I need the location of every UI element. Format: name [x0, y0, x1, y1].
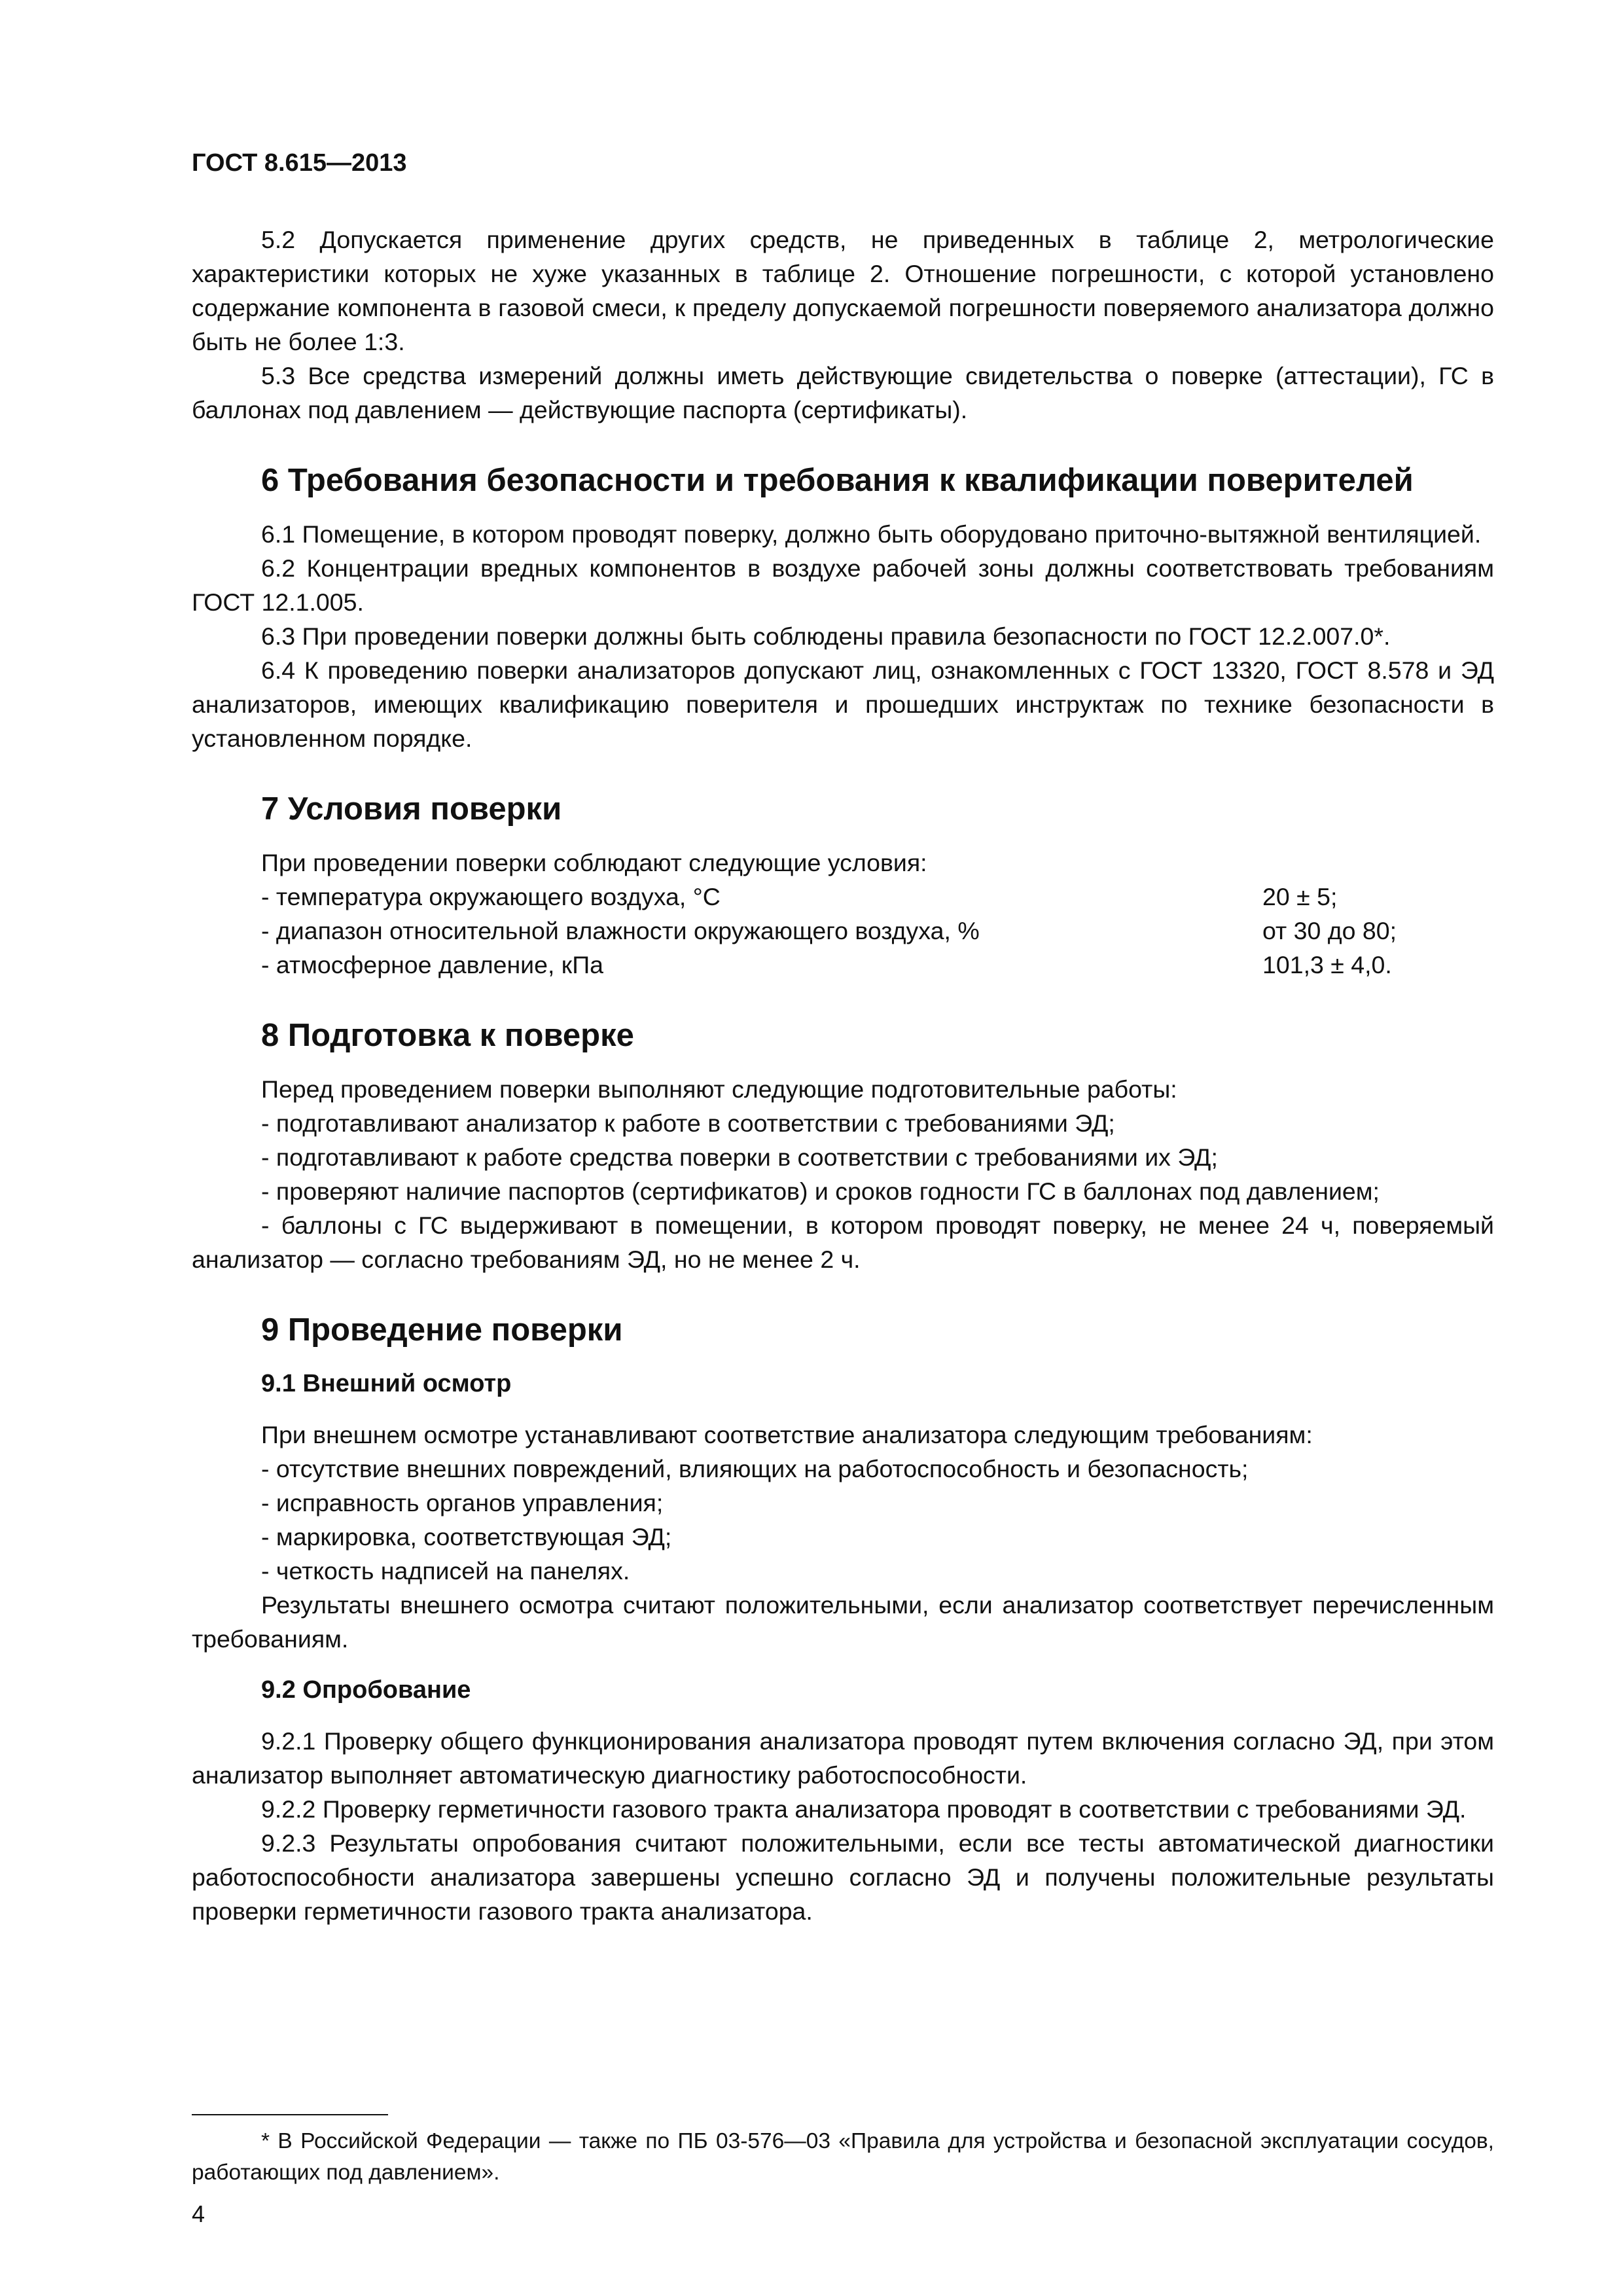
condition-row — [192, 880, 1494, 914]
footnote-divider — [192, 2114, 388, 2115]
paragraph-5-3: 5.3 Все средства измерений должны иметь действующие свидетельства о поверке (аттестации), ГС в баллонах под давлением — действующие паспорта (сертификаты). — [192, 362, 1494, 423]
footnote: * В Российской Федерации — также по ПБ 03-576—03 «Правила для устройства и безопасной эксплуатации сосудов, работающих под давлением». — [192, 2129, 1494, 2185]
section-7-heading: 7 Условия поверки — [261, 791, 562, 827]
condition-value: от 30 до 80; — [1262, 917, 1397, 944]
subsection-9-1-heading: 9.1 Внешний осмотр — [261, 1370, 512, 1397]
page-number: 4 — [192, 2200, 205, 2227]
paragraph-9-2-1: 9.2.1 Проверку общего функционирования анализатора проводят путем включения согласно ЭД, при этом анализатор выполняет автоматическую диагностику работоспособности. — [192, 1727, 1494, 1789]
condition-label: - диапазон относительной влажности окружающего воздуха, % — [261, 917, 980, 944]
inspection-result: Результаты внешнего осмотра считают положительными, если анализатор соответствует перечисленным требованиям. — [192, 1591, 1494, 1653]
section-9-heading: 9 Проведение поверки — [261, 1312, 623, 1348]
list-item: - отсутствие внешних повреждений, влияющих на работоспособность и безопасность; — [261, 1455, 1249, 1482]
paragraph-9-2-3: 9.2.3 Результаты опробования считают положительными, если все тесты автоматической диагностики работоспособности анализатора завершены успешно согласно ЭД и получены положительные результаты проверки герметичности газового тракта анализатора. — [192, 1829, 1494, 1925]
list-item: - четкость надписей на панелях. — [261, 1557, 630, 1585]
section-8-heading: 8 Подготовка к поверке — [261, 1018, 634, 1053]
list-item: - подготавливают анализатор к работе в соответствии с требованиями ЭД; — [261, 1109, 1115, 1137]
list-item: - проверяют наличие паспортов (сертификатов) и сроков годности ГС в баллонах под давлением; — [261, 1177, 1380, 1205]
list-item: - исправность органов управления; — [261, 1489, 664, 1516]
document-body — [192, 223, 1494, 1928]
section-6-heading: 6 Требования безопасности и требования к квалификации поверителей — [261, 463, 1414, 498]
document-header: ГОСТ 8.615—2013 — [192, 149, 407, 177]
paragraph-6-4: 6.4 К проведению поверки анализаторов допускают лиц, ознакомленных с ГОСТ 13320, ГОСТ 8.578 и ЭД анализаторов, имеющих квалификацию поверителя и прошедших инструктаж по технике безопасности в установленном порядке. — [192, 656, 1494, 752]
condition-label: - атмосферное давление, кПа — [261, 951, 604, 978]
conditions-intro: При проведении поверки соблюдают следующие условия: — [261, 849, 927, 876]
paragraph-6-1: 6.1 Помещение, в котором проводят поверку, должно быть оборудовано приточно-вытяжной вентиляцией. — [261, 520, 1482, 548]
preparation-intro: Перед проведением поверки выполняют следующие подготовительные работы: — [261, 1075, 1177, 1103]
condition-label: - температура окружающего воздуха, °С — [261, 883, 721, 910]
paragraph-5-2: 5.2 Допускается применение других средств, не приведенных в таблице 2, метрологические характеристики которых не хуже указанных в таблице 2. Отношение погрешности, с которой установлено содержание компонента в газовой смеси, к пределу допускаемой погрешности поверяемого анализатора должно быть не более 1:3. — [192, 226, 1494, 355]
paragraph-6-2: 6.2 Концентрации вредных компонентов в воздухе рабочей зоны должны соответствовать требованиям ГОСТ 12.1.005. — [192, 554, 1494, 616]
inspection-intro: При внешнем осмотре устанавливают соответствие анализатора следующим требованиям: — [261, 1421, 1313, 1448]
list-item: - маркировка, соответствующая ЭД; — [261, 1523, 672, 1551]
condition-value: 20 ± 5; — [1262, 883, 1338, 910]
paragraph-9-2-2: 9.2.2 Проверку герметичности газового тракта анализатора проводят в соответствии с требованиями ЭД. — [261, 1795, 1467, 1823]
condition-row — [192, 914, 1494, 948]
paragraph-6-3: 6.3 При проведении поверки должны быть соблюдены правила безопасности по ГОСТ 12.2.007.0*. — [261, 622, 1391, 650]
list-item: - баллоны с ГС выдерживают в помещении, в котором проводят поверку, не менее 24 ч, поверяемый анализатор — согласно требованиям ЭД, но не менее 2 ч. — [192, 1211, 1494, 1273]
condition-row — [192, 948, 1494, 982]
list-item: - подготавливают к работе средства поверки в соответствии с требованиями их ЭД; — [261, 1143, 1218, 1171]
subsection-9-2-heading: 9.2 Опробование — [261, 1676, 471, 1704]
condition-value: 101,3 ± 4,0. — [1262, 951, 1392, 978]
